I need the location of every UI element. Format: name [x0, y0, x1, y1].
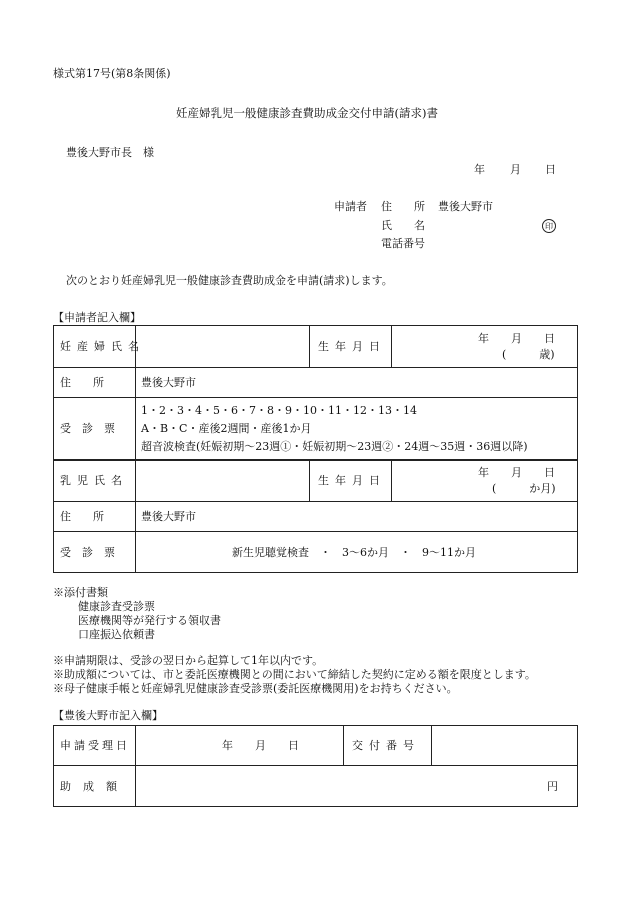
- addressee: 豊後大野市長 様: [66, 146, 154, 159]
- infant-birth-label: 生年月日: [318, 474, 386, 487]
- section-city: 【豊後大野市記入欄】: [53, 709, 163, 722]
- date-month: 月: [510, 163, 521, 176]
- receipt-date-label: 申請受理日: [60, 739, 130, 752]
- applicant-address-label: 住 所: [381, 200, 425, 213]
- date-year: 年: [474, 163, 485, 176]
- infant-ticket-label: 受 診 票: [60, 546, 115, 559]
- infant-name-label: 乳児氏名: [60, 474, 128, 487]
- infant-address-label: 住 所: [60, 510, 104, 523]
- form-title: 妊産婦乳児一般健康診査費助成金交付申請(請求)書: [176, 106, 438, 120]
- mother-address-label: 住 所: [60, 376, 104, 389]
- receipt-date-value[interactable]: 年 月 日: [222, 739, 299, 752]
- mother-birth-label: 生年月日: [318, 340, 386, 353]
- issue-no-label: 交付番号: [352, 739, 420, 752]
- attachments-header: ※添付書類: [53, 586, 108, 599]
- row-divider: [53, 367, 578, 368]
- note: ※助成額については、市と委託医療機関との間において締結した契約に定める額を限度とします。: [53, 668, 536, 681]
- mother-ticket-line-1[interactable]: 1・2・3・4・5・6・7・8・9・10・11・12・13・14: [141, 404, 417, 417]
- column-divider: [309, 460, 310, 501]
- column-divider: [391, 460, 392, 501]
- infant-name-field[interactable]: [140, 467, 304, 495]
- note: ※申請期限は、受診の翌日から起算して1年以内です。: [53, 654, 324, 667]
- applicant-address-value: 豊後大野市: [438, 200, 493, 213]
- date-day: 日: [545, 163, 556, 176]
- infant-birth-ymd[interactable]: 年 月 日: [478, 466, 555, 479]
- applicant-name-label: 氏 名: [381, 219, 425, 232]
- row-divider: [53, 397, 578, 398]
- row-divider-thick: [53, 459, 578, 461]
- mother-ticket-line-2[interactable]: A・B・C・産後2週間・産後1か月: [141, 422, 312, 435]
- mother-ticket-line-3[interactable]: 超音波検査(妊娠初期～23週①・妊娠初期～23週②・24週～35週・36週以降): [141, 440, 528, 453]
- intro-text: 次のとおり妊産婦乳児一般健康診査費助成金を申請(請求)します。: [66, 274, 393, 287]
- infant-address-value[interactable]: 豊後大野市: [141, 510, 196, 523]
- section-applicant: 【申請者記入欄】: [53, 311, 141, 324]
- applicant-phone-label: 電話番号: [381, 237, 425, 250]
- column-divider: [135, 325, 136, 573]
- amount-unit[interactable]: 円: [547, 780, 558, 793]
- mother-birth-ymd[interactable]: 年 月 日: [478, 332, 555, 345]
- attachment-item: 口座振込依頼書: [78, 628, 155, 641]
- row-divider: [53, 765, 578, 766]
- row-divider: [53, 531, 578, 532]
- column-divider: [309, 325, 310, 367]
- mother-ticket-label: 受 診 票: [60, 422, 115, 435]
- note: ※母子健康手帳と妊産婦乳児健康診査受診票(委託医療機関用)をお持ちください。: [53, 682, 458, 695]
- attachment-item: 健康診査受診票: [78, 600, 155, 613]
- seal-mark: 印: [542, 219, 556, 233]
- column-divider: [391, 325, 392, 367]
- attachment-item: 医療機関等が発行する領収書: [78, 614, 221, 627]
- row-divider: [53, 501, 578, 502]
- column-divider: [431, 725, 432, 765]
- mother-name-label: 妊産婦氏名: [60, 340, 145, 353]
- infant-months[interactable]: ( か月): [492, 482, 556, 495]
- mother-age[interactable]: ( 歳): [502, 348, 555, 361]
- infant-ticket-value[interactable]: 新生児聴覚検査 ・ 3～6か月 ・ 9～11か月: [232, 546, 476, 559]
- form-number: 様式第17号(第8条関係): [53, 67, 171, 80]
- mother-address-value[interactable]: 豊後大野市: [141, 376, 196, 389]
- column-divider: [135, 725, 136, 807]
- column-divider: [343, 725, 344, 765]
- mother-name-field[interactable]: [140, 333, 304, 361]
- amount-label: 助成額: [60, 780, 129, 793]
- issue-no-field[interactable]: [436, 733, 572, 759]
- applicant-label: 申請者: [334, 200, 367, 213]
